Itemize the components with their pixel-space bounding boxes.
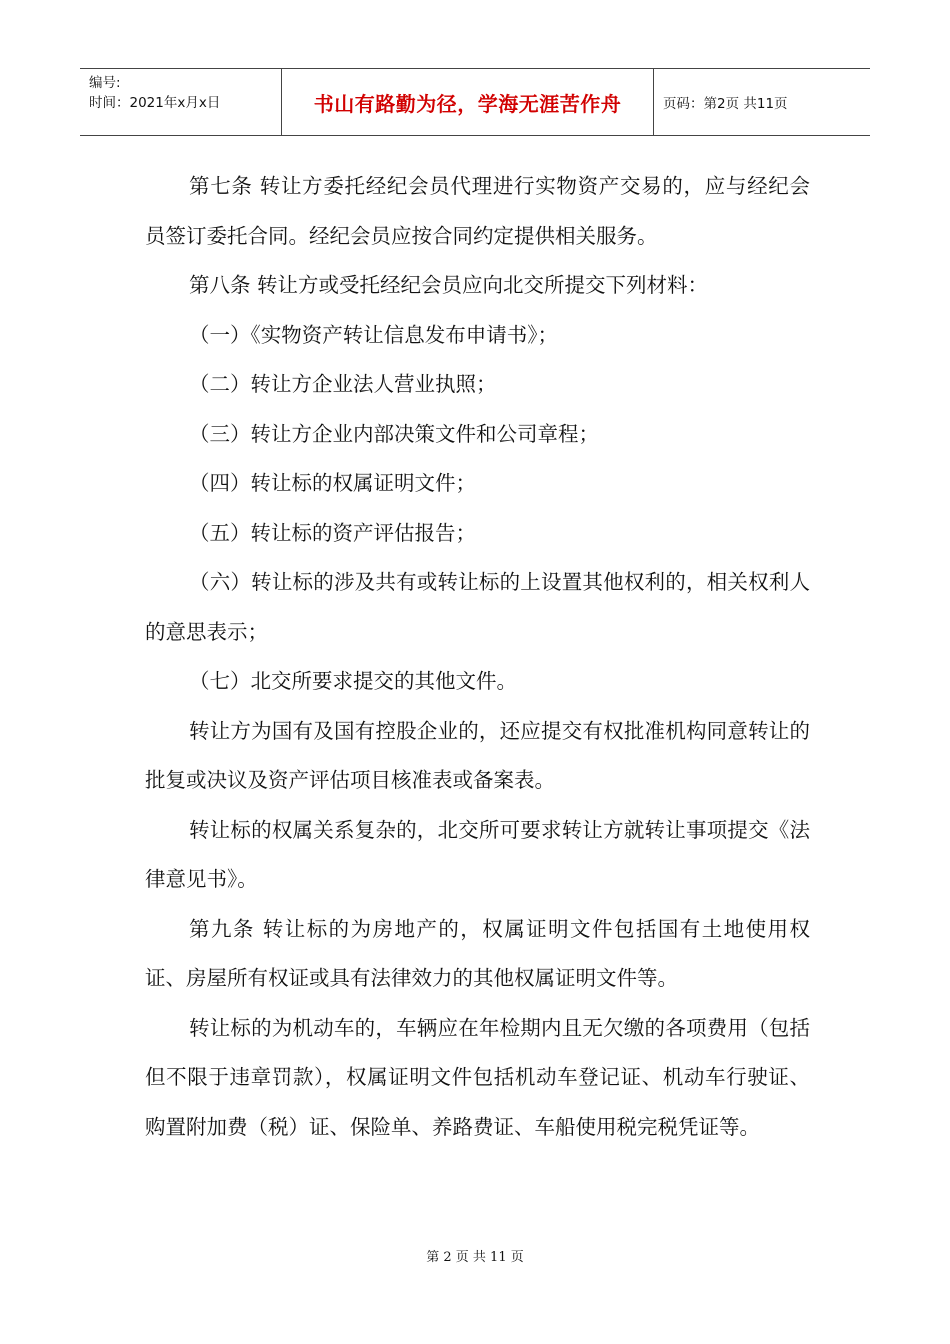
paragraph-state-owned: 转让方为国有及国有控股企业的，还应提交有权批准机构同意转让的批复或决议及资产评估项目核准表或备案表。	[145, 718, 810, 792]
paragraph-legal-opinion: 转让标的权属关系复杂的，北交所可要求转让方就转让事项提交《法律意见书》。	[145, 817, 810, 891]
list-item-5: （五）转让标的资产评估报告；	[189, 520, 476, 545]
document-body	[145, 162, 810, 1152]
list-item-1: （一）《实物资产转让信息发布申请书》；	[189, 322, 558, 347]
header-page-info: 页码：第2页 共11页	[663, 96, 788, 112]
list-item-3: （三）转让方企业内部决策文件和公司章程；	[189, 421, 599, 446]
list-item-6: （六）转让标的涉及共有或转让标的上设置其他权利的，相关权利人的意思表示；	[145, 570, 810, 644]
document-time-label: 时间：2021年x月x日	[89, 95, 221, 111]
page-footer: 第 2 页 共 11 页	[426, 1250, 524, 1265]
paragraph-article-9: 第九条 转让标的为房地产的，权属证明文件包括国有土地使用权证、房屋所有权证或具有法律效力的其他权属证明文件等。	[145, 916, 810, 990]
list-item-4: （四）转让标的权属证明文件；	[189, 471, 476, 495]
list-item-7: （七）北交所要求提交的其他文件。	[189, 669, 517, 693]
paragraph-motor-vehicle: 转让标的为机动车的，车辆应在年检期内且无欠缴的各项费用（包括但不限于违章罚款），权属证明文件包括机动车登记证、机动车行驶证、购置附加费（税）证、保险单、养路费证、车船使用税完税凭证等。	[145, 1015, 810, 1139]
paragraph-article-8: 第八条 转让方或受托经纪会员应向北交所提交下列材料：	[189, 273, 709, 297]
paragraph-article-7: 第七条 转让方委托经纪会员代理进行实物资产交易的，应与经纪会员签订委托合同。经纪会员应按合同约定提供相关服务。	[145, 174, 810, 248]
header-motto: 书山有路勤为径，学海无涯苦作舟	[282, 69, 654, 135]
document-number-label: 编号:	[89, 75, 121, 91]
page-header	[80, 68, 870, 136]
header-meta	[80, 69, 282, 135]
list-item-2: （二）转让方企业法人营业执照；	[189, 372, 497, 396]
